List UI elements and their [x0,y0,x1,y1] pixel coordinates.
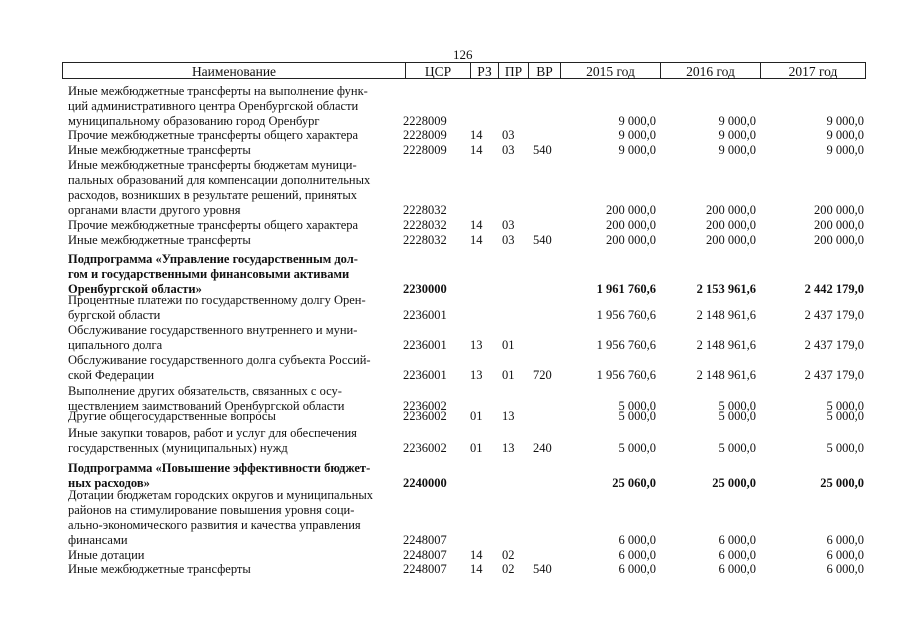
row-2015: 5 000,0 [618,409,656,423]
row-name [68,548,403,563]
row-name [68,293,403,323]
row-2016: 2 153 961,6 [696,282,756,296]
row-2017: 9 000,0 [826,143,864,157]
table-row [0,562,905,577]
header-csr: ЦСР [405,63,470,78]
row-2017: 9 000,0 [826,114,864,128]
row-name-line: Иные межбюджетные трансферты бюджетам муници- [68,158,357,172]
row-pr: 13 [502,441,515,455]
table-row [0,353,905,383]
table-row [0,143,905,158]
row-rz: 14 [470,233,483,247]
row-2015: 1 956 760,6 [596,368,656,382]
table-row [0,461,905,491]
row-csr: 2236001 [403,338,447,352]
row-2016: 2 148 961,6 [696,338,756,352]
row-name-line: Подпрограмма «Управление государственным дол- [68,252,358,266]
row-2015: 1 961 760,6 [596,282,656,296]
row-csr: 2236002 [403,441,447,455]
row-csr: 2236002 [403,409,447,423]
row-2015: 200 000,0 [606,203,656,217]
row-2016: 6 000,0 [718,533,756,547]
row-name-line: гом и государственными финансовыми активами [68,267,350,281]
row-name-line: ально-экономического развития и качества управления [68,518,361,532]
row-2017: 25 000,0 [820,476,864,490]
row-name [68,233,403,248]
row-csr: 2236001 [403,368,447,382]
row-rz: 14 [470,562,483,576]
table-row [0,218,905,233]
row-name-line: Другие общегосударственные вопросы [68,409,276,423]
row-name [68,252,403,297]
row-2016: 2 148 961,6 [696,368,756,382]
header-pr: ПР [498,63,528,78]
row-name-line: Обслуживание государственного долга субъекта Россий- [68,353,371,367]
header-name: Наименование [191,64,277,79]
row-name [68,128,403,143]
row-2017: 200 000,0 [814,203,864,217]
row-name-line: ской Федерации [68,368,155,382]
row-2016: 200 000,0 [706,218,756,232]
row-name-line: Подпрограмма «Повышение эффективности бюджет- [68,461,371,475]
table-row [0,128,905,143]
header-vr: ВР [528,63,560,78]
row-csr: 2240000 [403,476,447,490]
row-2015: 6 000,0 [618,562,656,576]
row-2015: 1 956 760,6 [596,338,656,352]
row-name [68,323,403,353]
row-pr: 02 [502,562,515,576]
row-name-line: Прочие межбюджетные трансферты общего характера [68,128,359,142]
row-name-line: бургской области [68,308,161,322]
row-2016: 9 000,0 [718,128,756,142]
row-2016: 5 000,0 [718,399,756,413]
row-name [68,488,403,548]
row-name-line: Иные межбюджетные трансферты [68,562,251,576]
header-2015: 2015 год [560,63,660,78]
row-vr: 240 [533,441,552,455]
row-csr: 2248007 [403,533,447,547]
table-row [0,293,905,323]
row-pr: 02 [502,548,515,562]
row-2016: 9 000,0 [718,143,756,157]
row-csr: 2248007 [403,548,447,562]
row-name [68,353,403,383]
row-name-line: Обслуживание государственного внутреннего и муни- [68,323,358,337]
row-name-line: пальных образований для компенсации дополнительных [68,173,371,187]
page-number: 126 [453,47,473,62]
row-2017: 6 000,0 [826,533,864,547]
row-pr: 01 [502,338,515,352]
table-row [0,548,905,563]
row-2016: 9 000,0 [718,114,756,128]
row-name-line: Выполнение других обязательств, связанных с осу- [68,384,342,398]
row-vr: 540 [533,562,552,576]
row-2015: 25 060,0 [612,476,656,490]
row-pr: 03 [502,233,515,247]
row-2015: 9 000,0 [618,128,656,142]
row-csr: 2228032 [403,233,447,247]
row-2017: 6 000,0 [826,548,864,562]
row-name-line: расходов, возникших в результате решений, принятых [68,188,358,202]
row-name-line: районов на стимулирование повышения уровня соци- [68,503,355,517]
row-csr: 2228009 [403,128,447,142]
table-row [0,158,905,218]
row-2017: 5 000,0 [826,399,864,413]
row-name [68,409,403,424]
row-vr: 720 [533,368,552,382]
header-2016: 2016 год [660,63,760,78]
row-rz: 13 [470,338,483,352]
table-row [0,233,905,248]
header-rz: РЗ [470,63,498,78]
row-2015: 5 000,0 [618,441,656,455]
row-rz: 14 [470,548,483,562]
row-csr: 2236001 [403,308,447,322]
row-2017: 2 437 179,0 [804,368,864,382]
row-2015: 200 000,0 [606,218,656,232]
row-name-line: Иные дотации [68,548,145,562]
table-row [0,252,905,297]
row-name-line: ций административного центра Оренбургской области [68,99,359,113]
row-2017: 9 000,0 [826,128,864,142]
row-name [68,84,403,129]
row-name-line: государственных (муниципальных) нужд [68,441,288,455]
row-2015: 6 000,0 [618,548,656,562]
row-name [68,562,403,577]
row-csr: 2228009 [403,114,447,128]
row-name-line: муниципальному образованию город Оренбург [68,114,320,128]
row-name [68,218,403,233]
row-name [68,461,403,491]
row-pr: 03 [502,143,515,157]
row-name-line: Иные межбюджетные трансферты на выполнение функ- [68,84,368,98]
row-csr: 2248007 [403,562,447,576]
row-2017: 200 000,0 [814,233,864,247]
row-2017: 2 437 179,0 [804,338,864,352]
row-rz: 01 [470,409,483,423]
row-2017: 200 000,0 [814,218,864,232]
row-csr: 2228032 [403,203,447,217]
table-row [0,409,905,424]
table-row [0,84,905,129]
row-2016: 6 000,0 [718,548,756,562]
row-csr: 2228032 [403,218,447,232]
row-2017: 5 000,0 [826,409,864,423]
row-vr: 540 [533,143,552,157]
row-vr: 540 [533,233,552,247]
row-2017: 2 437 179,0 [804,308,864,322]
row-2017: 6 000,0 [826,562,864,576]
row-name-line: Иные межбюджетные трансферты [68,233,251,247]
row-2016: 6 000,0 [718,562,756,576]
row-name-line: Прочие межбюджетные трансферты общего характера [68,218,359,232]
row-2016: 2 148 961,6 [696,308,756,322]
row-2015: 200 000,0 [606,233,656,247]
row-name-line: органами власти другого уровня [68,203,241,217]
row-csr: 2228009 [403,143,447,157]
row-2016: 200 000,0 [706,233,756,247]
row-name-line: Процентные платежи по государственному долгу Орен- [68,293,366,307]
row-pr: 13 [502,409,515,423]
row-2015: 9 000,0 [618,114,656,128]
row-rz: 14 [470,218,483,232]
row-2015: 9 000,0 [618,143,656,157]
table-row [0,426,905,456]
row-2016: 5 000,0 [718,441,756,455]
row-rz: 13 [470,368,483,382]
row-name-line: Иные межбюджетные трансферты [68,143,251,157]
row-csr: 2236002 [403,399,447,413]
row-2015: 1 956 760,6 [596,308,656,322]
row-name-line: ных расходов» [68,476,150,490]
row-2015: 5 000,0 [618,399,656,413]
row-name [68,158,403,218]
row-2016: 25 000,0 [712,476,756,490]
row-name [68,143,403,158]
row-pr: 01 [502,368,515,382]
row-rz: 01 [470,441,483,455]
row-name-line: Иные закупки товаров, работ и услуг для обеспечения [68,426,357,440]
row-2016: 200 000,0 [706,203,756,217]
row-pr: 03 [502,218,515,232]
row-pr: 03 [502,128,515,142]
row-name-line: Дотации бюджетам городских округов и муниципальных [68,488,373,502]
row-name-line: Оренбургской области» [68,282,202,296]
row-2016: 5 000,0 [718,409,756,423]
table-row [0,488,905,548]
row-name [68,426,403,456]
row-csr: 2230000 [403,282,447,296]
row-name-line: финансами [68,533,128,547]
row-2017: 5 000,0 [826,441,864,455]
row-rz: 14 [470,128,483,142]
row-rz: 14 [470,143,483,157]
header-2017: 2017 год [760,63,865,78]
row-name-line: ципального долга [68,338,163,352]
row-2015: 6 000,0 [618,533,656,547]
row-2017: 2 442 179,0 [804,282,864,296]
table-row [0,323,905,353]
row-name-line: ществлением заимствований Оренбургской области [68,399,345,413]
